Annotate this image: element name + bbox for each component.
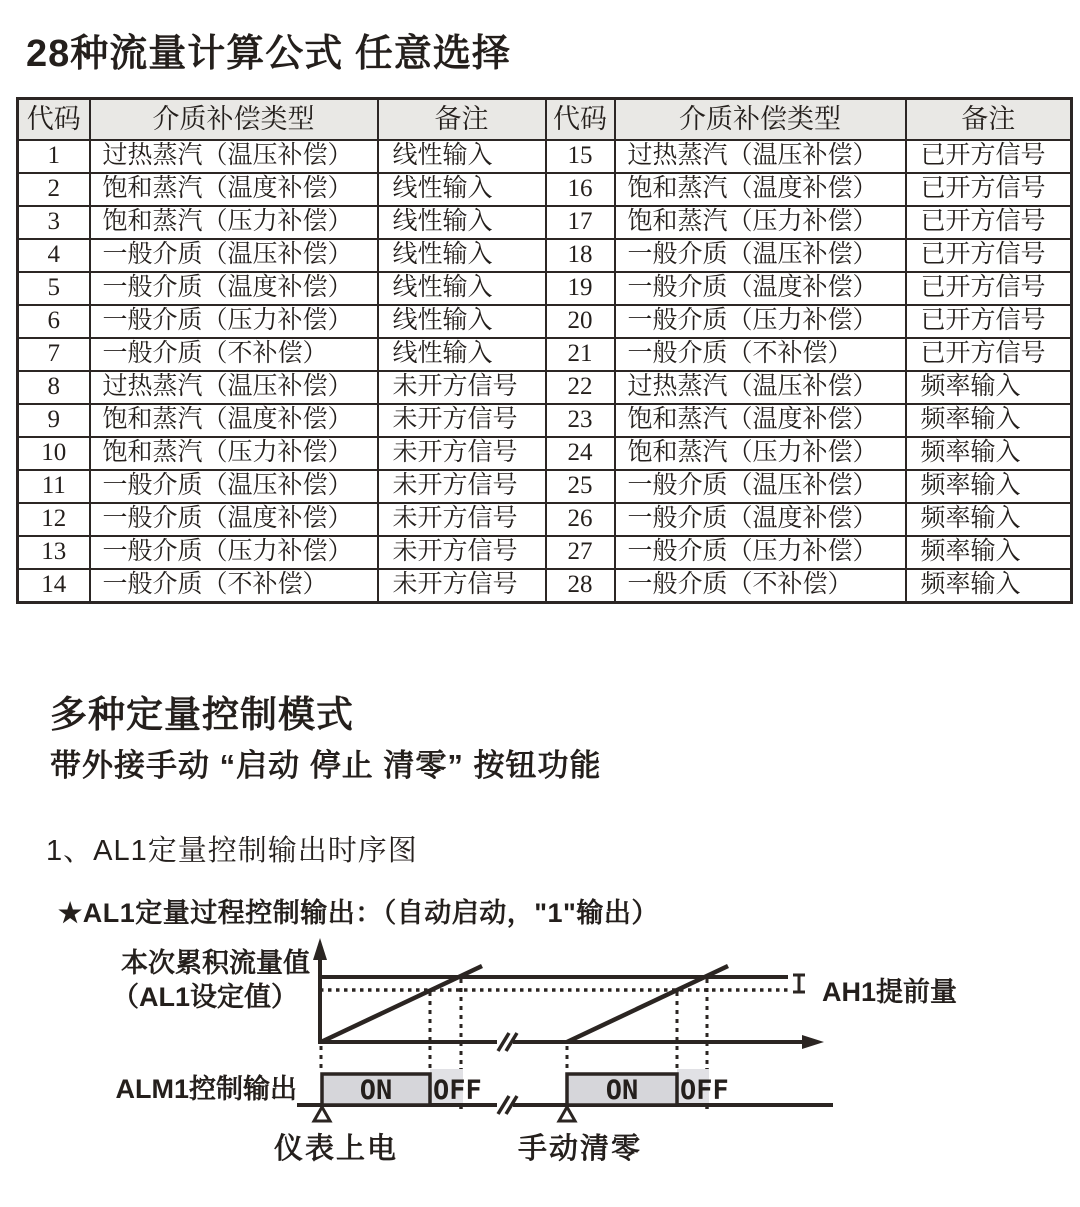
table-row — [18, 470, 1072, 503]
cell-code: 25 — [546, 470, 615, 503]
cell-code: 10 — [18, 437, 90, 470]
table-header-row — [18, 99, 1072, 141]
cell-note: 频率输入 — [906, 470, 1072, 503]
cell-type: 饱和蒸汽（温度补偿） — [615, 404, 906, 437]
cell-type: 饱和蒸汽（温度补偿） — [90, 173, 378, 206]
cell-type: 一般介质（温压补偿） — [90, 470, 378, 503]
cell-type: 一般介质（不补偿） — [90, 338, 378, 371]
cell-code: 17 — [546, 206, 615, 239]
cell-code: 18 — [546, 239, 615, 272]
table-row — [18, 437, 1072, 470]
table-row — [18, 206, 1072, 239]
cell-type: 一般介质（压力补偿） — [90, 536, 378, 569]
cell-code: 11 — [18, 470, 90, 503]
cell-note: 未开方信号 — [378, 503, 546, 536]
cell-type: 饱和蒸汽（温度补偿） — [90, 404, 378, 437]
cell-code: 4 — [18, 239, 90, 272]
cell-code: 19 — [546, 272, 615, 305]
cell-code: 8 — [18, 371, 90, 404]
cell-type: 一般介质（温度补偿） — [615, 503, 906, 536]
cell-note: 频率输入 — [906, 569, 1072, 603]
cell-type: 一般介质（温压补偿） — [90, 239, 378, 272]
section-subheading: 带外接手动 “启动 停止 清零” 按钮功能 — [50, 748, 602, 783]
cell-type: 一般介质（不补偿） — [615, 338, 906, 371]
cell-type: 过热蒸汽（温压补偿） — [615, 140, 906, 173]
cell-note: 未开方信号 — [378, 437, 546, 470]
cell-type: 饱和蒸汽（压力补偿） — [615, 437, 906, 470]
cell-note: 已开方信号 — [906, 239, 1072, 272]
cell-note: 频率输入 — [906, 503, 1072, 536]
cell-type: 一般介质（温压补偿） — [615, 239, 906, 272]
cell-type: 过热蒸汽（温压补偿） — [615, 371, 906, 404]
cell-note: 未开方信号 — [378, 536, 546, 569]
cell-type: 过热蒸汽（温压补偿） — [90, 371, 378, 404]
off-label-2: OFF — [680, 1075, 729, 1106]
table-row — [18, 239, 1072, 272]
flow-value-label-line2: （AL1设定值） — [111, 982, 298, 1012]
cell-note: 线性输入 — [378, 206, 546, 239]
cell-note: 线性输入 — [378, 305, 546, 338]
y-axis-arrow-icon — [313, 938, 327, 960]
cell-note: 频率输入 — [906, 404, 1072, 437]
cell-note: 频率输入 — [906, 437, 1072, 470]
cell-type: 一般介质（温度补偿） — [615, 272, 906, 305]
cell-code: 12 — [18, 503, 90, 536]
cell-type: 一般介质（不补偿） — [615, 569, 906, 603]
table-row — [18, 140, 1072, 173]
table-row — [18, 371, 1072, 404]
table-row — [18, 173, 1072, 206]
on-label-2: ON — [605, 1075, 639, 1106]
al1-timing-diagram — [0, 880, 1080, 1200]
cell-type: 饱和蒸汽（压力补偿） — [615, 206, 906, 239]
manual-reset-marker-icon — [559, 1107, 575, 1121]
cell-note: 线性输入 — [378, 272, 546, 305]
cell-code: 2 — [18, 173, 90, 206]
cell-type: 饱和蒸汽（温度补偿） — [615, 173, 906, 206]
on-label-1: ON — [359, 1075, 393, 1106]
cell-code: 22 — [546, 371, 615, 404]
cell-type: 一般介质（压力补偿） — [615, 536, 906, 569]
cell-code: 5 — [18, 272, 90, 305]
cell-code: 1 — [18, 140, 90, 173]
alm1-label: ALM1控制输出 — [115, 1074, 297, 1104]
cell-note: 已开方信号 — [906, 305, 1072, 338]
header-note-left: 备注 — [378, 99, 546, 141]
cell-type: 一般介质（温度补偿） — [90, 503, 378, 536]
power-on-label: 仪表上电 — [273, 1133, 399, 1165]
cell-note: 已开方信号 — [906, 173, 1072, 206]
diagram-caption: ★AL1定量过程控制输出：（自动启动，"1"输出） — [58, 898, 659, 928]
header-note-right: 备注 — [906, 99, 1072, 141]
cell-code: 27 — [546, 536, 615, 569]
section-heading: 多种定量控制模式 — [50, 694, 354, 735]
header-type-left: 介质补偿类型 — [90, 99, 378, 141]
cell-note: 线性输入 — [378, 239, 546, 272]
cell-note: 线性输入 — [378, 140, 546, 173]
cell-type: 一般介质（温度补偿） — [90, 272, 378, 305]
off-label-1: OFF — [433, 1075, 482, 1106]
cell-type: 一般介质（不补偿） — [90, 569, 378, 603]
power-on-marker-icon — [314, 1107, 330, 1121]
time-axis-arrow-icon — [802, 1035, 824, 1049]
table-row — [18, 404, 1072, 437]
cell-note: 已开方信号 — [906, 272, 1072, 305]
cell-code: 15 — [546, 140, 615, 173]
cell-type: 饱和蒸汽（压力补偿） — [90, 437, 378, 470]
cell-code: 9 — [18, 404, 90, 437]
ah1-ibeam-icon — [793, 975, 805, 992]
cell-code: 21 — [546, 338, 615, 371]
cell-note: 已开方信号 — [906, 206, 1072, 239]
cell-note: 频率输入 — [906, 371, 1072, 404]
cell-note: 已开方信号 — [906, 338, 1072, 371]
cell-code: 26 — [546, 503, 615, 536]
header-code-right: 代码 — [546, 99, 615, 141]
manual-reset-label: 手动清零 — [517, 1133, 643, 1165]
cell-type: 饱和蒸汽（压力补偿） — [90, 206, 378, 239]
formula-table — [16, 97, 1073, 604]
header-type-right: 介质补偿类型 — [615, 99, 906, 141]
cell-note: 未开方信号 — [378, 569, 546, 603]
cell-code: 14 — [18, 569, 90, 603]
cell-note: 未开方信号 — [378, 371, 546, 404]
item1-title: 1、AL1定量控制输出时序图 — [46, 835, 418, 867]
table-row — [18, 569, 1072, 603]
cell-code: 28 — [546, 569, 615, 603]
cell-note: 已开方信号 — [906, 140, 1072, 173]
cell-note: 线性输入 — [378, 338, 546, 371]
table-row — [18, 503, 1072, 536]
cell-code: 13 — [18, 536, 90, 569]
cell-type: 过热蒸汽（温压补偿） — [90, 140, 378, 173]
ah1-label: AH1提前量 — [822, 977, 958, 1007]
cell-code: 24 — [546, 437, 615, 470]
cell-note: 频率输入 — [906, 536, 1072, 569]
cell-type: 一般介质（温压补偿） — [615, 470, 906, 503]
cell-code: 3 — [18, 206, 90, 239]
cell-code: 23 — [546, 404, 615, 437]
flow-value-label-line1: 本次累积流量值 — [121, 948, 310, 978]
header-code-left: 代码 — [18, 99, 90, 141]
cell-note: 未开方信号 — [378, 470, 546, 503]
cell-type: 一般介质（压力补偿） — [90, 305, 378, 338]
page-title: 28种流量计算公式 任意选择 — [26, 33, 511, 75]
table-row — [18, 272, 1072, 305]
cell-note: 未开方信号 — [378, 404, 546, 437]
cell-code: 16 — [546, 173, 615, 206]
table-row — [18, 338, 1072, 371]
cell-code: 6 — [18, 305, 90, 338]
cell-code: 20 — [546, 305, 615, 338]
table-row — [18, 305, 1072, 338]
cell-type: 一般介质（压力补偿） — [615, 305, 906, 338]
table-row — [18, 536, 1072, 569]
cell-code: 7 — [18, 338, 90, 371]
cell-note: 线性输入 — [378, 173, 546, 206]
